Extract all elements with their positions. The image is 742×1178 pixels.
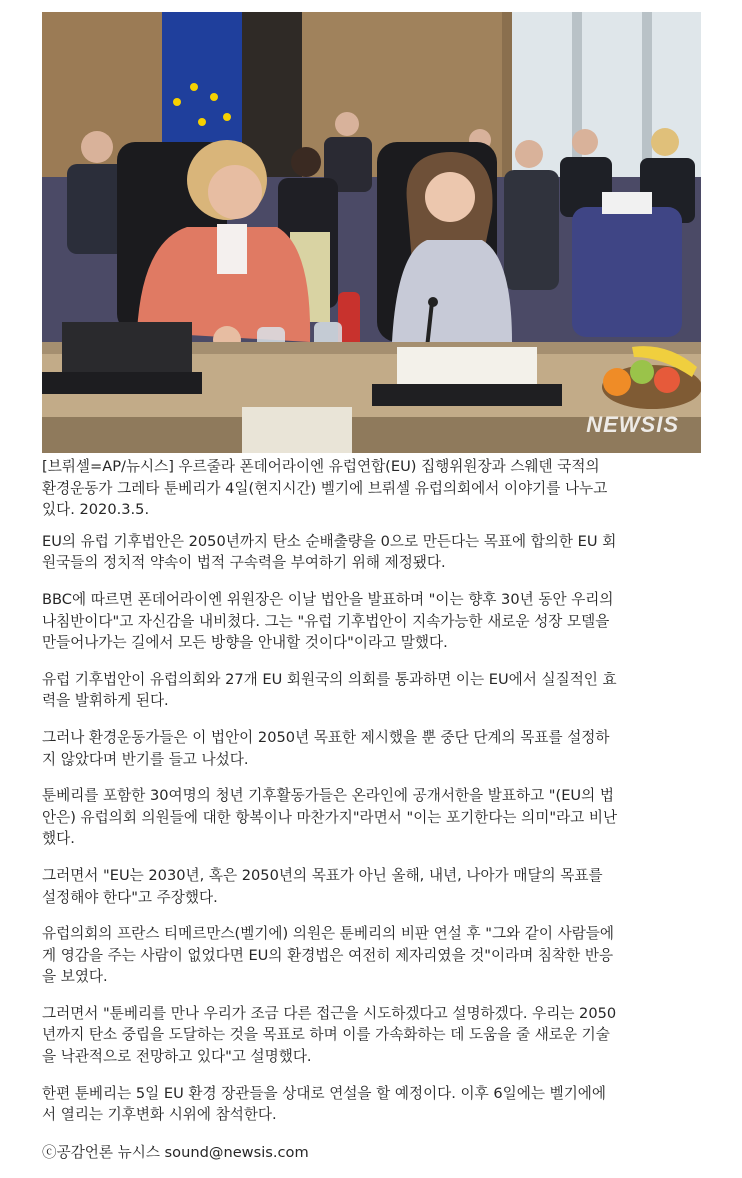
newsis-watermark: NEWSIS — [586, 412, 679, 437]
photo-caption: [브뤼셀=AP/뉴시스] 우르줄라 폰데어라이엔 유럽연합(EU) 집행위원장과 스웨덴 국적의 환경운동가 그레타 툰베리가 4일(현지시간) 벨기에 브뤼셀 유럽의회에서 이야기를 나누고 있다. 2020.3.5. — [42, 458, 608, 519]
article-paragraph: 유럽의회의 프란스 티메르만스(벨기에) 의원은 툰베리의 비판 연설 후 "그와 같이 사람들에 게 영감을 주는 사람이 없었다면 EU의 환경법은 여전히 제자리였을 것"이라며 침착한 반응 을 보였다. — [42, 925, 615, 986]
article-paragraph: BBC에 따르면 폰데어라이엔 위원장은 이날 법안을 발표하며 "이는 향후 30년 동안 우리의 나침반이다"고 자신감을 내비쳤다. 그는 "유럽 기후법안이 지속가능한 새로운 성장 모델을 만들어나가는 길에서 모든 방향을 안내할 것이다"이라고 말했다. — [42, 590, 614, 652]
article-byline: ⓒ공감언론 뉴시스 sound@newsis.com — [42, 1143, 309, 1161]
article-paragraph: 툰베리를 포함한 30여명의 청년 기후활동가들은 온라인에 공개서한을 발표하고 "(EU의 법 안은) 유럽의회 의원들에 대한 항복이나 마찬가지"라면서 "이는 포기한다는 의미"라고 비난 했다. — [42, 787, 618, 848]
article-paragraph: 한편 툰베리는 5일 EU 환경 장관들을 상대로 연설을 할 예정이다. 이후 6일에는 벨기에에 서 열리는 기후변화 시위에 참석한다. — [42, 1084, 607, 1124]
article-paragraph: 그러면서 "EU는 2030년, 혹은 2050년의 목표가 아닌 올해, 내년, 나아가 매달의 목표를 설정해야 한다"고 주장했다. — [42, 866, 603, 906]
article-body — [42, 456, 704, 1178]
meeting-scene-illustration — [42, 12, 701, 453]
article-paragraph: 유럽 기후법안이 유럽의회와 27개 EU 회원국의 의회를 통과하면 이는 EU에서 실질적인 효 력을 발휘하게 된다. — [42, 670, 617, 710]
article-paragraph: EU의 유럽 기후법안은 2050년까지 탄소 순배출량을 0으로 만든다는 목표에 합의한 EU 회 원국들의 정치적 약속이 법적 구속력을 부여하기 위해 제정됐다. — [42, 532, 617, 572]
article-paragraph: 그러면서 "툰베리를 만나 우리가 조금 다른 접근을 시도하겠다고 설명하겠다. 우리는 2050 년까지 탄소 중립을 도달하는 것을 목표로 하며 이를 가속화하는 데 도움을 줄 새로운 기술 을 낙관적으로 전망하고 있다"고 설명했다. — [42, 1004, 617, 1066]
news-photo — [42, 12, 701, 453]
article-paragraph: 그러나 환경운동가들은 이 법안이 2050년 목표한 제시했을 뿐 중단 단계의 목표를 설정하 지 않았다며 반기를 들고 나섰다. — [42, 728, 610, 768]
